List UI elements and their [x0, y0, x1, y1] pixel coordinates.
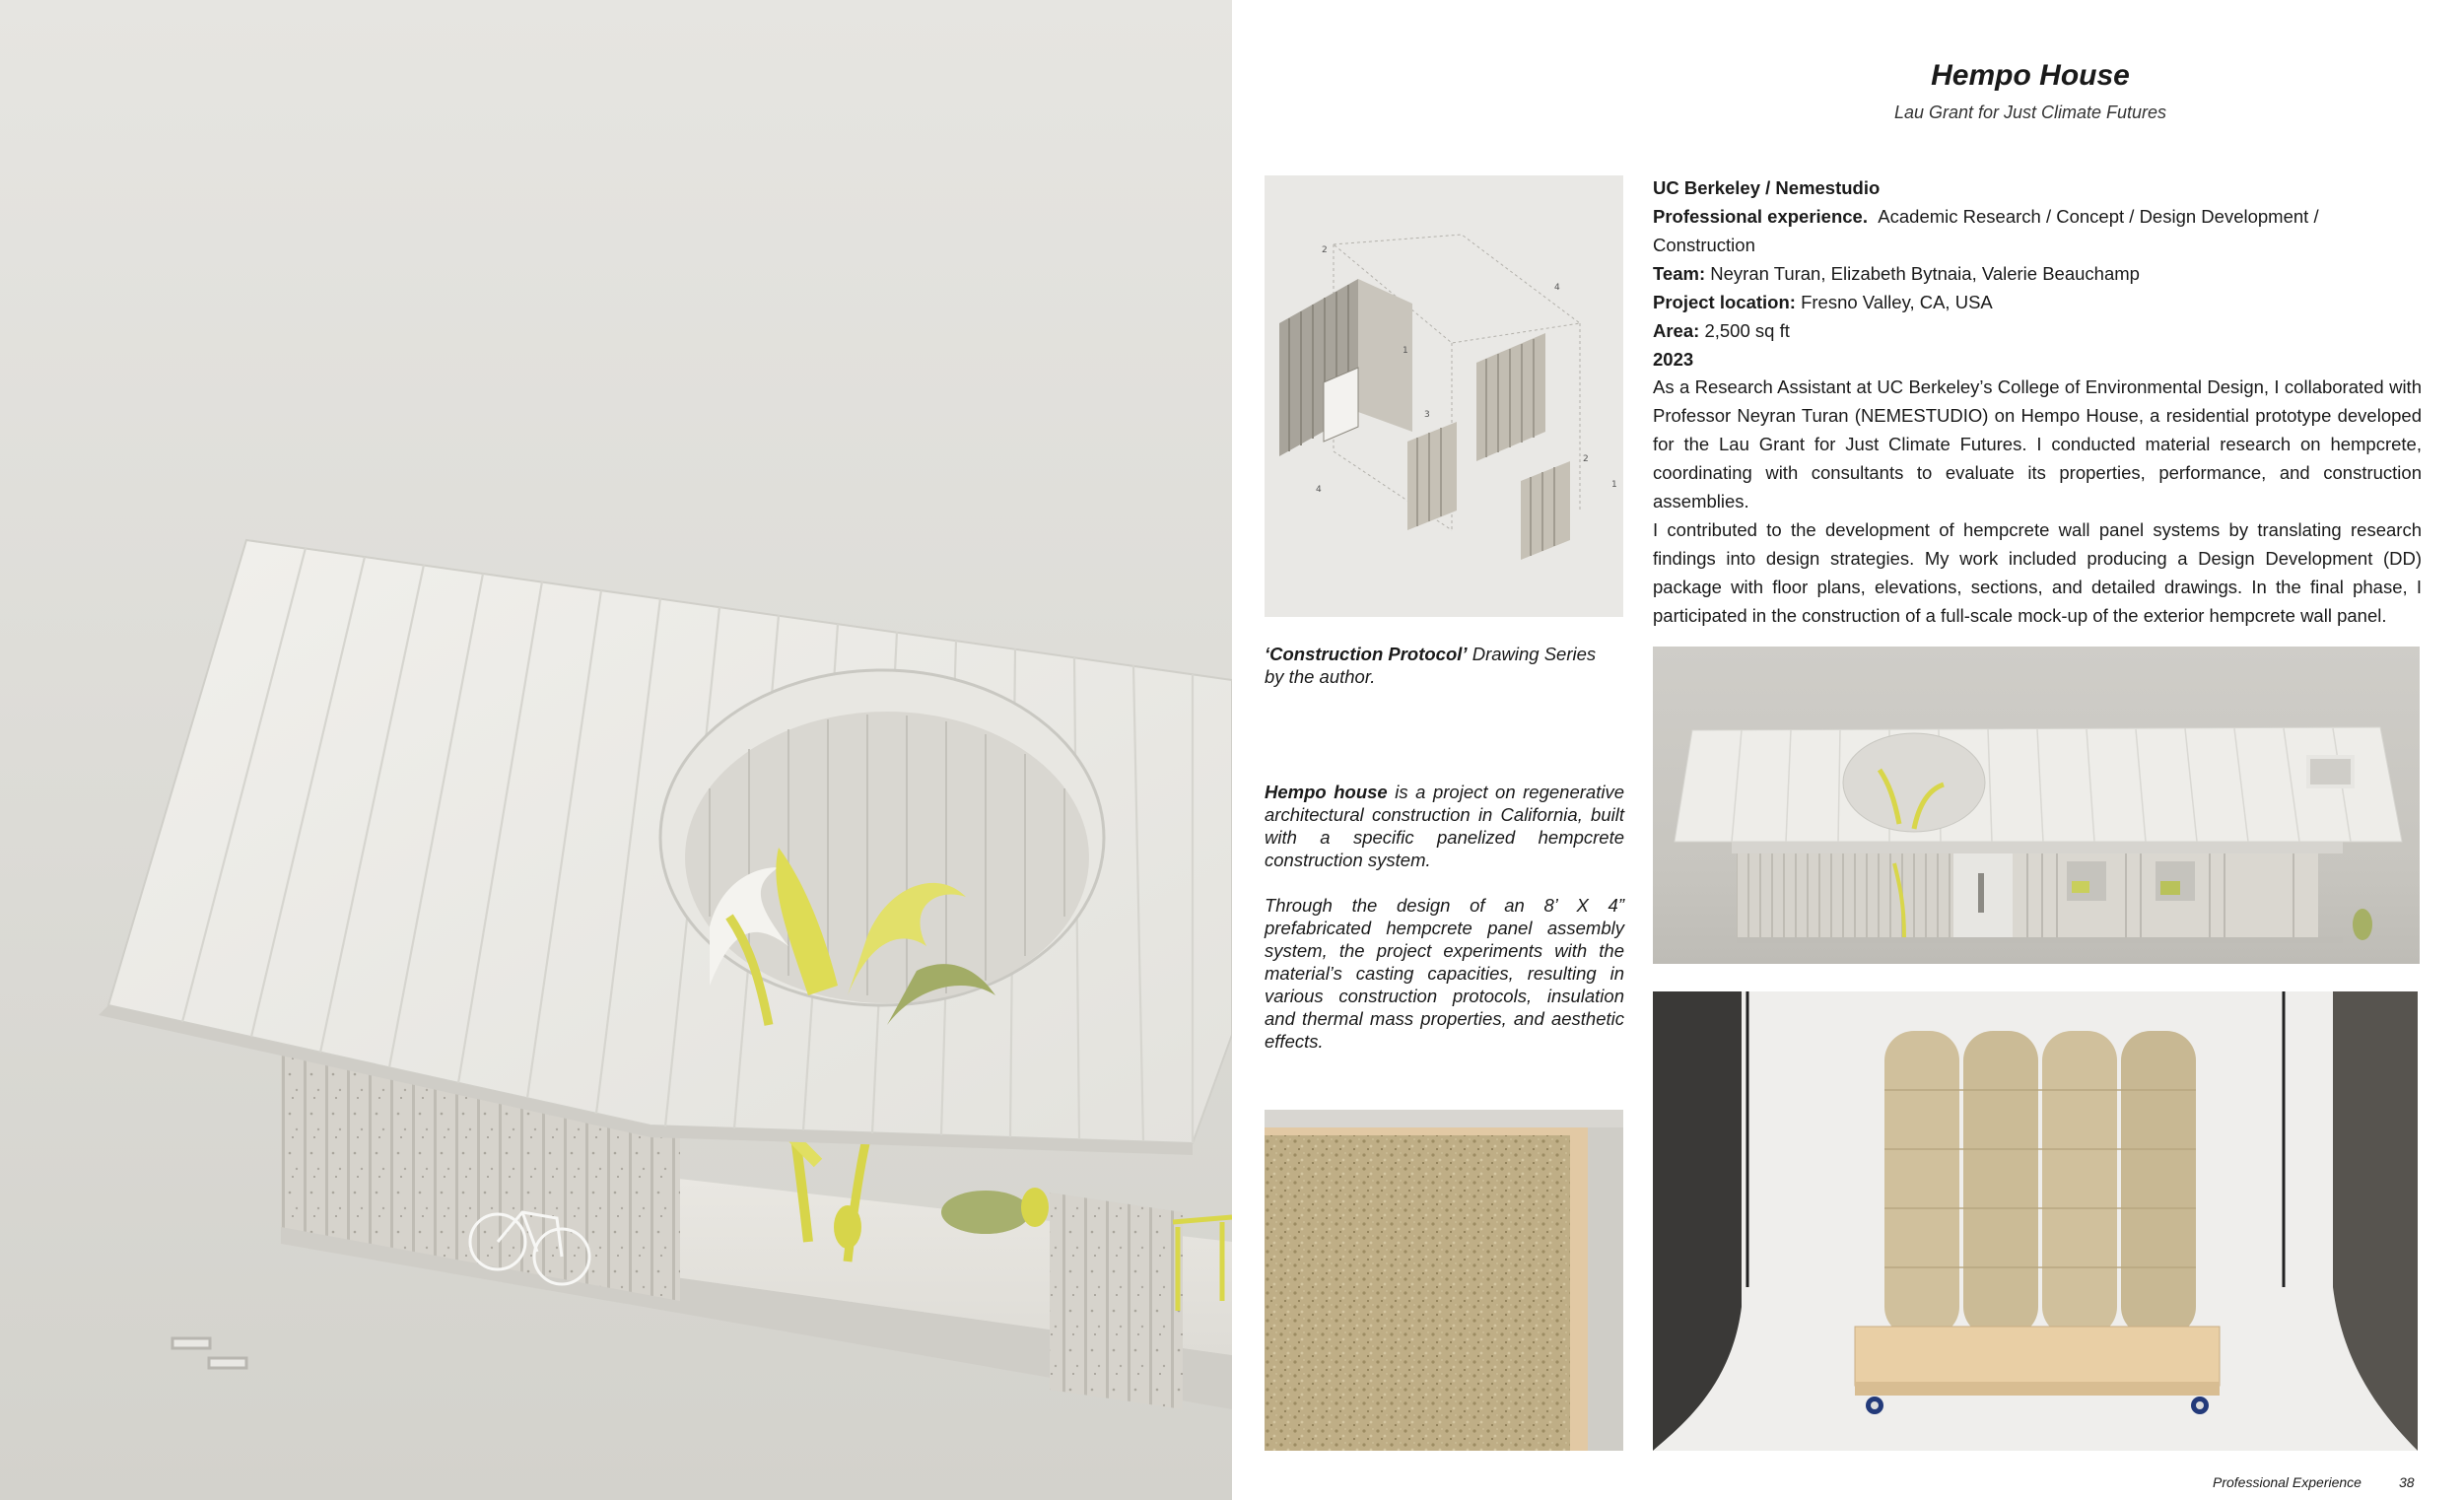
- project-description-2: Through the design of an 8’ X 4” prefabricated hempcrete panel assembly system, the project experiments with the material’s casting capacities, resulting in various construction protocols, insulation and thermal mass properties, and aesthetic effects.: [1265, 895, 1624, 1052]
- hempcrete-wall-right: [1050, 1193, 1183, 1409]
- caption-title: ‘Construction Protocol’: [1265, 644, 1468, 664]
- page-title: Hempo House: [1931, 59, 2130, 92]
- description-text-1: is a project on regenerative architectural construction in California, built with a specific panelized hempcrete construction system.: [1265, 782, 1624, 870]
- caption-rest: Drawing Series: [1467, 644, 1597, 664]
- experience-value: Academic Research / Concept / Design Development / Construction: [1653, 206, 2319, 255]
- elevation-model-photo: [1653, 647, 2420, 964]
- footer-section-label: Professional Experience: [2213, 1474, 2361, 1490]
- panel-assembly: [1279, 279, 1412, 456]
- experience-label: Professional experience.: [1653, 206, 1868, 227]
- elevation-model-render: [1653, 647, 2420, 964]
- caption-line2: by the author.: [1265, 666, 1376, 687]
- drawing-label: 4: [1316, 485, 1322, 495]
- project-info: [1653, 173, 2422, 374]
- institution: UC Berkeley / Nemestudio: [1653, 177, 1881, 198]
- axonometric-drawing: [1265, 175, 1623, 617]
- project-year: 2023: [1653, 349, 1694, 370]
- area-value: 2,500 sq ft: [1704, 320, 1790, 341]
- body-paragraph-1: As a Research Assistant at UC Berkeley’s College of Environmental Design, I collaborated with Professor Neyran Turan (NEMESTUDIO) on Hempo House, a residential prototype developed for the Lau Grant for Just Climate Futures. I conducted material research on hempcrete, coordinating with consultants to evaluate its properties, performance, and construction assemblies.: [1653, 376, 2422, 511]
- full-scale-mockup-photo: [1653, 991, 2418, 1451]
- drawing-label: 1: [1403, 346, 1408, 356]
- panel-group-4: [1521, 461, 1570, 560]
- location-value: Fresno Valley, CA, USA: [1801, 292, 1993, 312]
- page-number: 38: [2399, 1474, 2415, 1490]
- drawing-label: 2: [1583, 454, 1589, 464]
- team-label: Team:: [1653, 263, 1706, 284]
- body-paragraph-2: I contributed to the development of hempcrete wall panel systems by translating research findings into design strategies. My work included producing a Design Development (DD) package with floor plans, elevations, sections, and detailed drawings. In the final phase, I participated in the construction of a full-scale mock-up of the exterior hempcrete wall panel.: [1653, 519, 2422, 626]
- hempcrete-texture: [1265, 1110, 1623, 1451]
- drawing-label: 3: [1424, 410, 1430, 420]
- area-label: Area:: [1653, 320, 1700, 341]
- mockup-render: [1653, 991, 2418, 1451]
- page-subtitle: Lau Grant for Just Climate Futures: [1893, 102, 2167, 122]
- drawing-label: 4: [1554, 283, 1560, 293]
- location-label: Project location:: [1653, 292, 1796, 312]
- drawing-label: 2: [1322, 245, 1328, 255]
- opening-interior: [685, 712, 1089, 1003]
- hempcrete-panel-photo: [1265, 1110, 1623, 1451]
- construction-protocol-drawing: [1265, 175, 1623, 617]
- drawing-caption: [1265, 643, 1629, 688]
- project-description-1: [1265, 781, 1624, 871]
- small-figures: [172, 1338, 246, 1368]
- drawing-label: 1: [1611, 480, 1617, 490]
- panel-group-3: [1407, 422, 1457, 530]
- description-lead: Hempo house: [1265, 782, 1388, 802]
- team-value: Neyran Turan, Elizabeth Bytnaia, Valerie Beauchamp: [1710, 263, 2140, 284]
- panel-group-2: [1476, 333, 1545, 461]
